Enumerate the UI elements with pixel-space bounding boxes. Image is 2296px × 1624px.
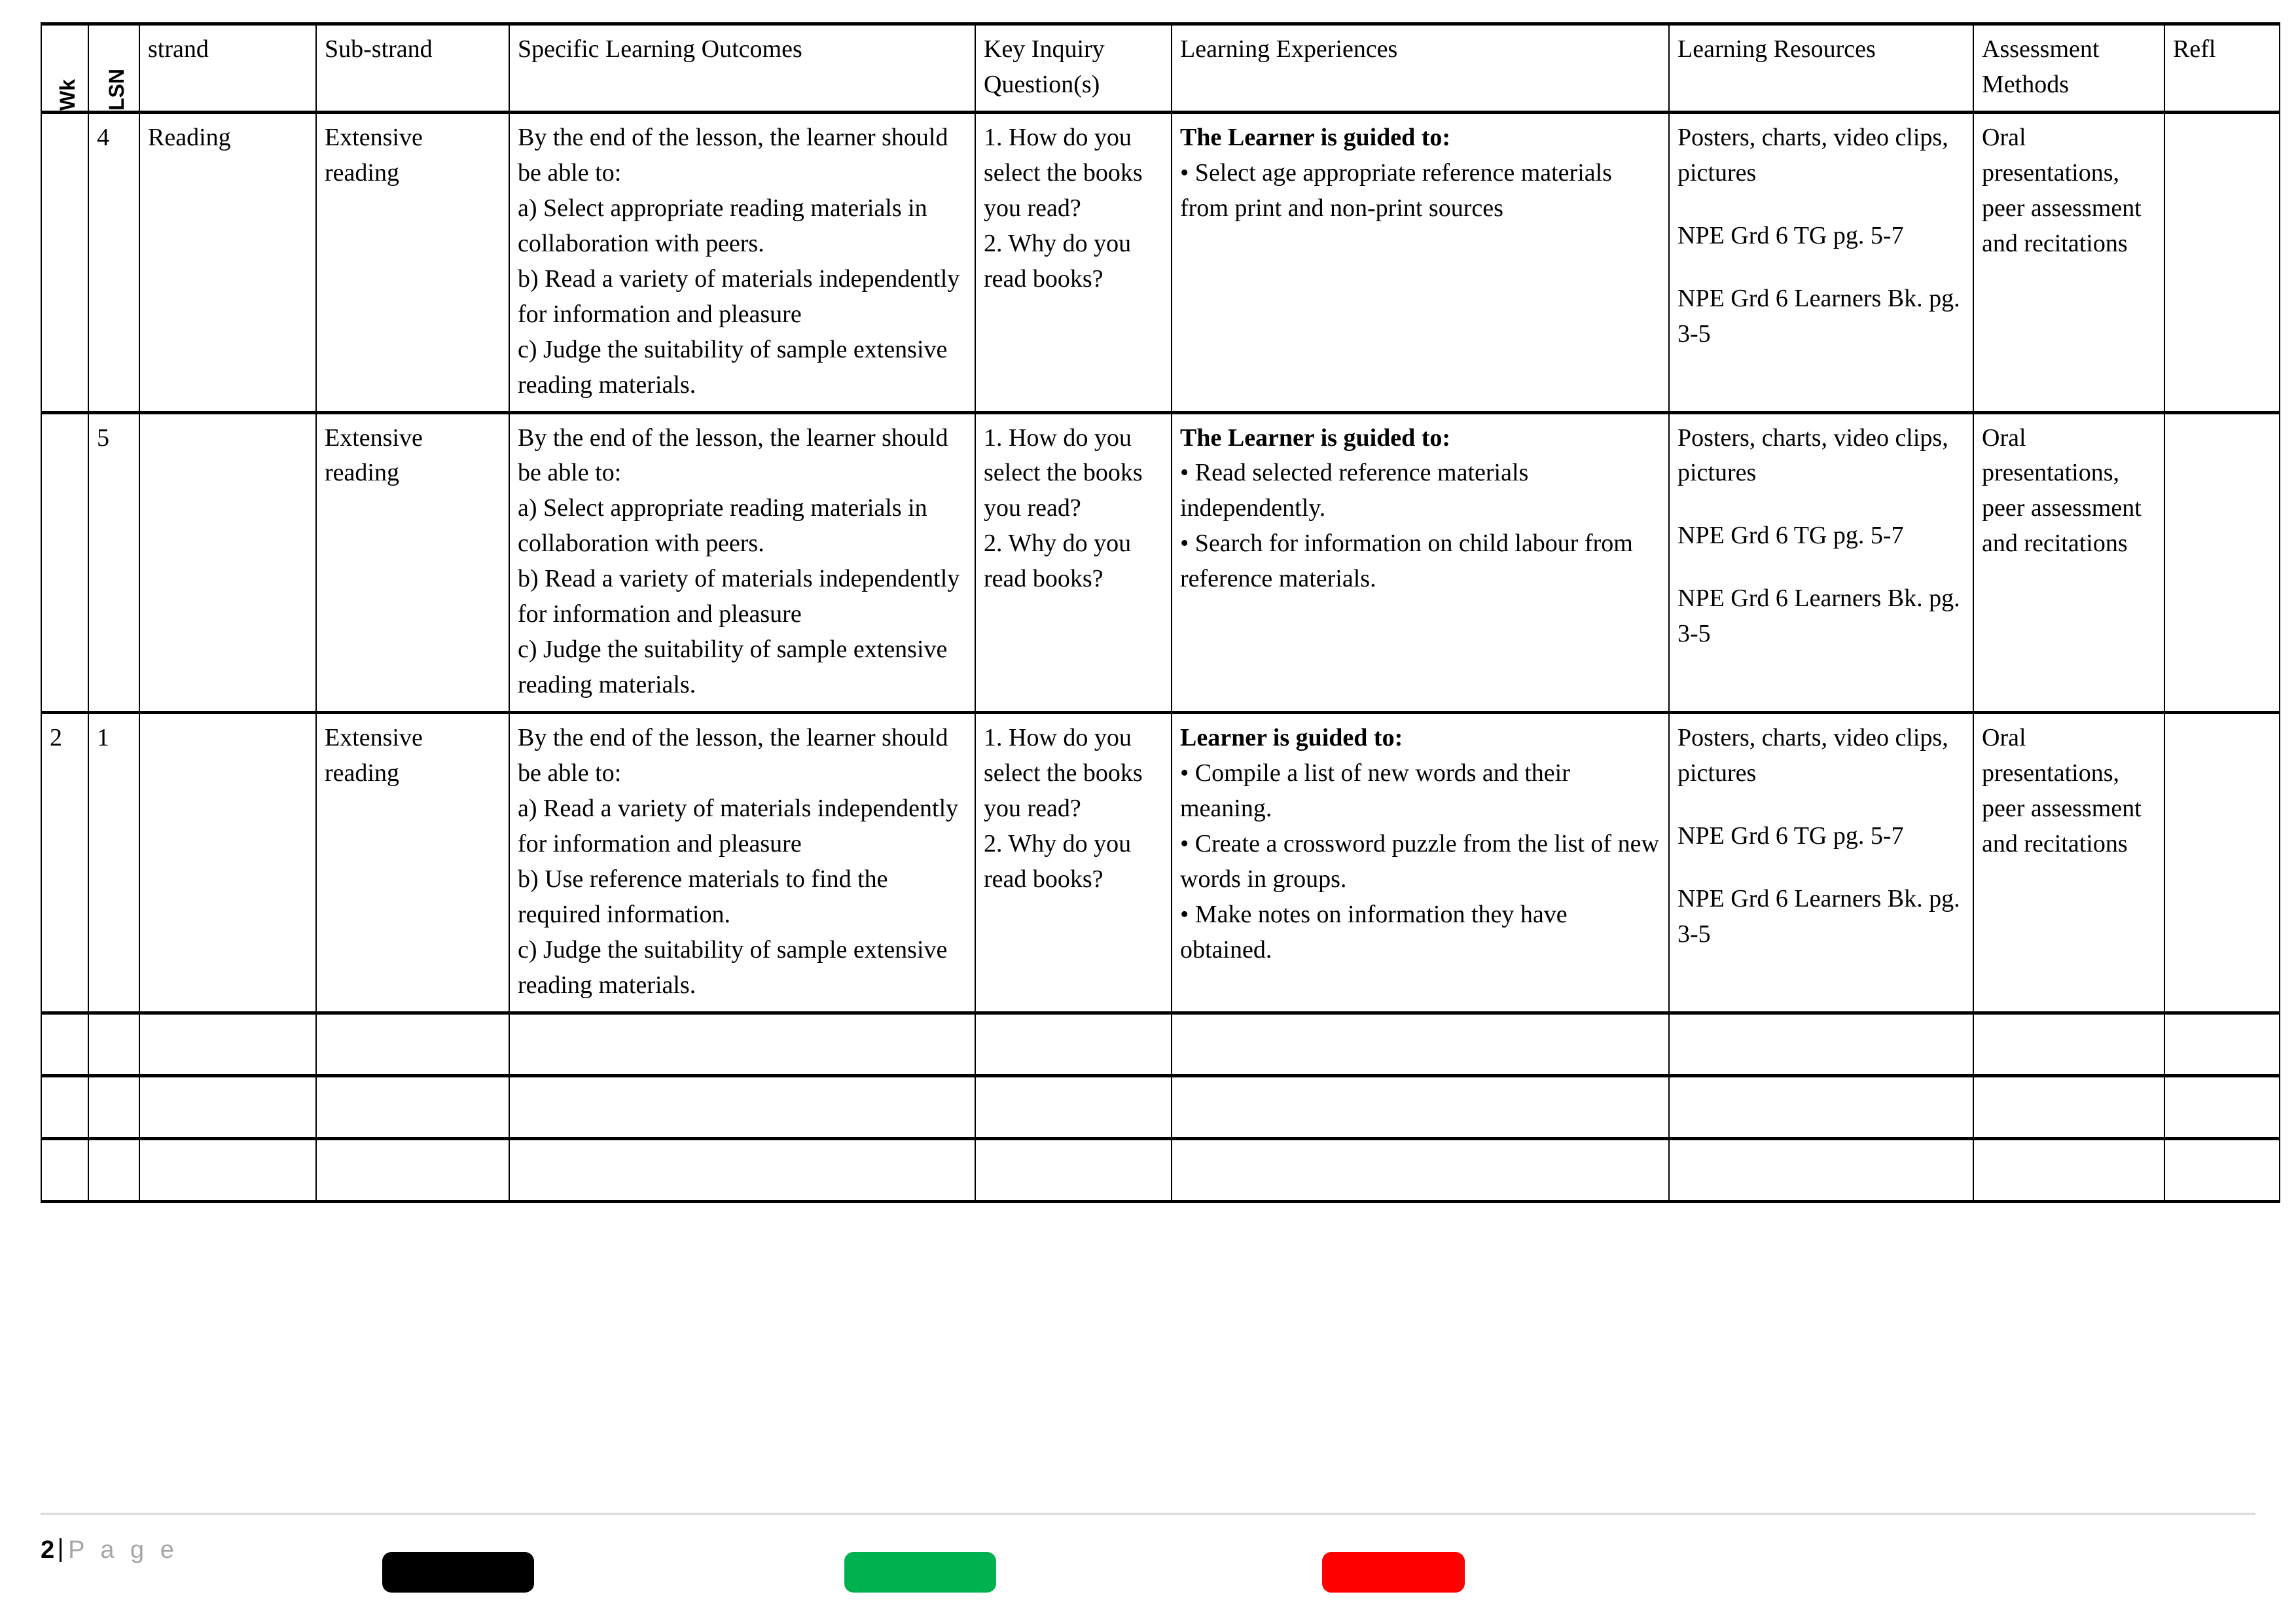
cell-lesson: 4 (88, 112, 139, 412)
lr-item: NPE Grd 6 Learners Bk. pg. 3-5 (1677, 885, 1960, 948)
cell-learning-experiences (1172, 713, 1669, 1013)
cell-week (41, 412, 88, 713)
slo-item: b) Read a variety of materials independently for information and pleasure (518, 565, 960, 628)
cell-assessment-methods: Oral presentations, peer assessment and recitations (1973, 112, 2164, 412)
le-item: • Create a crossword puzzle from the list of new words in groups. (1180, 830, 1659, 893)
cell-lesson (88, 1013, 139, 1075)
table-row (41, 713, 2280, 1013)
header-row (41, 24, 2280, 113)
cell-reflection (2164, 1138, 2280, 1201)
cell-learning-resources (1669, 412, 1973, 713)
lr-item: NPE Grd 6 Learners Bk. pg. 3-5 (1677, 284, 1960, 348)
cell-key-inquiry-questions (975, 1075, 1172, 1138)
cell-specific-learning-outcomes (509, 1013, 975, 1075)
kiq-header-line1: Key Inquiry (984, 35, 1105, 63)
lr-item: NPE Grd 6 TG pg. 5-7 (1677, 522, 1904, 550)
cell-assessment-methods (1973, 1138, 2164, 1201)
cell-sub-strand (316, 1138, 509, 1201)
le-item: • Search for information on child labour from reference materials. (1180, 530, 1633, 593)
spacer (1677, 554, 1965, 581)
scheme-of-work-table (41, 22, 2280, 1203)
spacer (1677, 491, 1965, 518)
spacer (1677, 254, 1965, 281)
slo-item: b) Use reference materials to find the required information. (518, 865, 888, 928)
cell-week: 2 (41, 713, 88, 1013)
cell-sub-strand (316, 1075, 509, 1138)
kiq-header-line2: Question(s) (984, 70, 1100, 98)
cell-week (41, 1013, 88, 1075)
cell-specific-learning-outcomes (509, 713, 975, 1013)
cell-learning-experiences (1172, 1138, 1669, 1201)
page-word: P a g e (68, 1536, 179, 1564)
cell-reflection (2164, 412, 2280, 713)
cell-learning-experiences (1172, 112, 1669, 412)
cell-lesson: 5 (88, 412, 139, 713)
column-header-learning-resources: Learning Resources (1669, 24, 1973, 113)
cell-sub-strand (316, 1013, 509, 1075)
cell-specific-learning-outcomes (509, 412, 975, 713)
cell-strand (139, 1013, 316, 1075)
kiq-item: 2. Why do you read books? (984, 830, 1132, 893)
slo-item: c) Judge the suitability of sample extensive reading materials. (518, 636, 948, 699)
column-header-strand: strand (139, 24, 316, 113)
kiq-item: 2. Why do you read books? (984, 530, 1132, 593)
cell-sub-strand: Extensive reading (316, 412, 509, 713)
cell-strand (139, 412, 316, 713)
le-lead: The Learner is guided to: (1180, 123, 1451, 151)
cell-specific-learning-outcomes (509, 1075, 975, 1138)
kiq-item: 1. How do you select the books you read? (984, 123, 1143, 222)
table-row-empty (41, 1013, 2280, 1075)
cell-reflection (2164, 1075, 2280, 1138)
slo-item: a) Select appropriate reading materials in collaboration with peers. (518, 194, 927, 257)
cell-strand (139, 1075, 316, 1138)
table-row-empty (41, 1138, 2280, 1201)
slo-intro: By the end of the lesson, the learner should be able to: (518, 724, 948, 787)
le-item: • Make notes on information they have obtained. (1180, 900, 1568, 964)
table-row-empty (41, 1075, 2280, 1138)
le-item: • Read selected reference materials independently. (1180, 459, 1529, 522)
lr-item: Posters, charts, video clips, pictures (1677, 424, 1948, 487)
footer-bar-red (1322, 1552, 1465, 1593)
slo-item: c) Judge the suitability of sample extensive reading materials. (518, 935, 948, 999)
cell-learning-resources (1669, 1138, 1973, 1201)
column-header-refl: Refl (2164, 24, 2280, 113)
cell-key-inquiry-questions (975, 412, 1172, 713)
cell-week (41, 1075, 88, 1138)
column-header-wk (41, 24, 88, 113)
slo-item: a) Select appropriate reading materials in collaboration with peers. (518, 494, 927, 558)
lr-item: NPE Grd 6 TG pg. 5-7 (1677, 221, 1904, 249)
cell-lesson (88, 1138, 139, 1201)
column-header-lsn (88, 24, 139, 113)
lr-item: Posters, charts, video clips, pictures (1677, 123, 1948, 187)
slo-item: a) Read a variety of materials independently for information and pleasure (518, 795, 959, 858)
cell-strand (139, 713, 316, 1013)
cell-learning-experiences (1172, 1013, 1669, 1075)
column-header-wk-label: Wk (56, 79, 79, 111)
cell-strand: Reading (139, 112, 316, 412)
table-body (41, 112, 2280, 1201)
table-header (41, 24, 2280, 113)
cell-reflection (2164, 1013, 2280, 1075)
spacer (1677, 191, 1965, 219)
cell-assessment-methods: Oral presentations, peer assessment and recitations (1973, 412, 2164, 713)
le-item: • Compile a list of new words and their meaning. (1180, 759, 1570, 823)
spacer (1677, 791, 1965, 819)
cell-learning-resources (1669, 1013, 1973, 1075)
cell-sub-strand: Extensive reading (316, 713, 509, 1013)
cell-strand (139, 1138, 316, 1201)
table-row (41, 412, 2280, 713)
table-row (41, 112, 2280, 412)
column-header-sub-strand: Sub-strand (316, 24, 509, 113)
cell-specific-learning-outcomes (509, 1138, 975, 1201)
lr-item: NPE Grd 6 TG pg. 5-7 (1677, 822, 1904, 850)
footer-bar-green (844, 1552, 996, 1593)
cell-key-inquiry-questions (975, 1138, 1172, 1201)
cell-learning-resources (1669, 1075, 1973, 1138)
cell-learning-resources (1669, 112, 1973, 412)
column-header-lsn-label: LSN (105, 68, 128, 111)
page-footer (0, 1513, 2296, 1624)
page-label-separator (60, 1538, 62, 1562)
le-item: • Select age appropriate reference materials from print and non-print sources (1180, 158, 1612, 222)
column-header-assessment-methods (1973, 24, 2164, 113)
cell-reflection (2164, 112, 2280, 412)
page-number: 2 (41, 1536, 55, 1564)
assessment-header-line2: Methods (1982, 70, 2069, 98)
cell-learning-experiences (1172, 412, 1669, 713)
column-header-key-inquiry-questions (975, 24, 1172, 113)
assessment-header-line1: Assessment (1982, 35, 2100, 63)
slo-intro: By the end of the lesson, the learner should be able to: (518, 123, 948, 187)
kiq-item: 1. How do you select the books you read? (984, 424, 1143, 522)
cell-specific-learning-outcomes (509, 112, 975, 412)
column-header-learning-experiences: Learning Experiences (1172, 24, 1669, 113)
le-lead: Learner is guided to: (1180, 724, 1403, 752)
cell-key-inquiry-questions (975, 1013, 1172, 1075)
lr-item: Posters, charts, video clips, pictures (1677, 724, 1948, 787)
lr-item: NPE Grd 6 Learners Bk. pg. 3-5 (1677, 585, 1960, 648)
cell-lesson: 1 (88, 713, 139, 1013)
footer-divider (41, 1513, 2255, 1515)
slo-intro: By the end of the lesson, the learner should be able to: (518, 424, 948, 487)
cell-learning-resources (1669, 713, 1973, 1013)
footer-bar-black (382, 1552, 534, 1593)
column-header-specific-learning-outcomes: Specific Learning Outcomes (509, 24, 975, 113)
cell-lesson (88, 1075, 139, 1138)
cell-assessment-methods (1973, 1075, 2164, 1138)
kiq-item: 2. Why do you read books? (984, 229, 1132, 293)
page-number-label (41, 1536, 179, 1564)
cell-assessment-methods: Oral presentations, peer assessment and recitations (1973, 713, 2164, 1013)
cell-key-inquiry-questions (975, 112, 1172, 412)
cell-week (41, 1138, 88, 1201)
kiq-item: 1. How do you select the books you read? (984, 724, 1143, 823)
cell-key-inquiry-questions (975, 713, 1172, 1013)
cell-assessment-methods (1973, 1013, 2164, 1075)
spacer (1677, 854, 1965, 882)
cell-reflection (2164, 713, 2280, 1013)
slo-item: c) Judge the suitability of sample extensive reading materials. (518, 335, 948, 399)
cell-sub-strand: Extensive reading (316, 112, 509, 412)
cell-week (41, 112, 88, 412)
cell-learning-experiences (1172, 1075, 1669, 1138)
le-lead: The Learner is guided to: (1180, 424, 1451, 452)
slo-item: b) Read a variety of materials independently for information and pleasure (518, 264, 960, 328)
